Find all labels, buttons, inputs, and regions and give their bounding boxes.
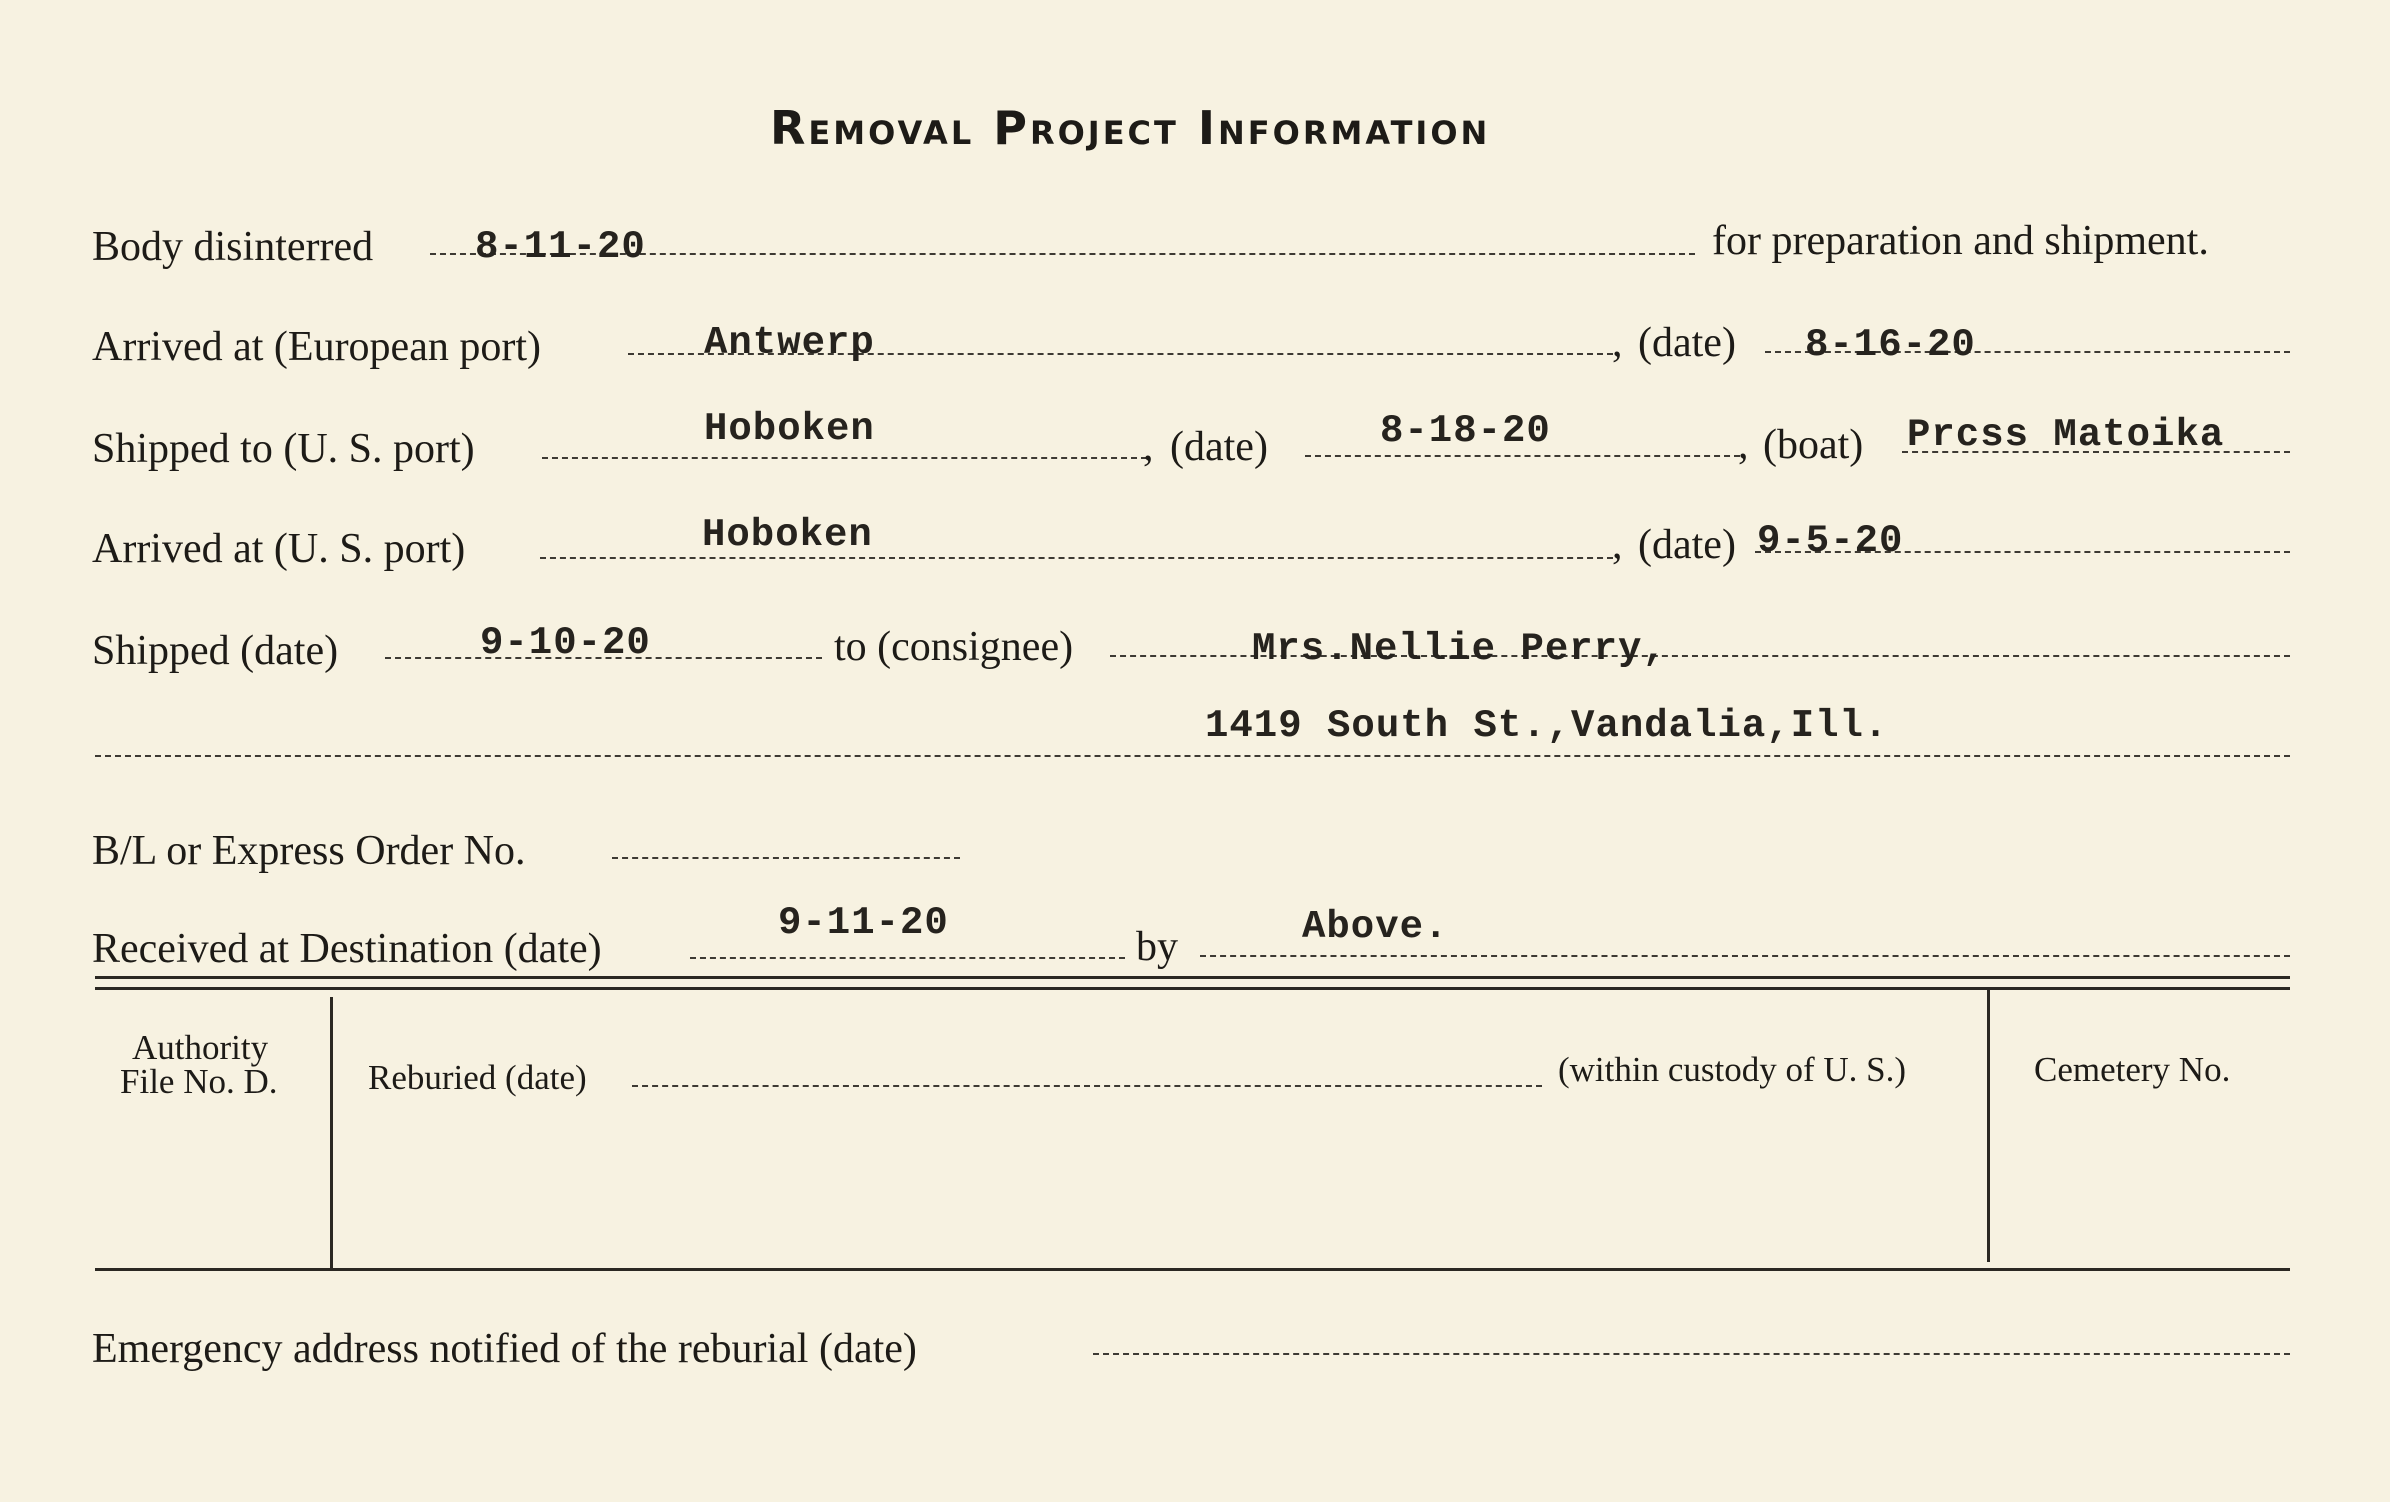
label-us-arrival-date: (date) [1638,522,1736,568]
value-shipped-date: 9-10-20 [480,621,651,665]
label-cemetery: Cemetery No. [2034,1050,2231,1089]
card-title: Removal Project Information [770,101,1491,155]
comma-1: , [1612,320,1623,366]
label-authority: Authority [132,1028,269,1067]
value-received-by: Above. [1302,905,1449,949]
value-european-date: 8-16-20 [1805,323,1976,367]
line-address [95,755,2290,757]
line-ship-date [1305,455,1740,457]
comma-3: , [1738,422,1749,468]
label-arrived-european: Arrived at (European port) [92,324,541,370]
label-european-date: (date) [1638,320,1736,366]
label-ship-date: (date) [1170,424,1268,470]
label-shipped-to-us: Shipped to (U. S. port) [92,426,475,472]
value-european-port: Antwerp [704,321,875,365]
value-boat-name: Prcss Matoika [1907,413,2225,457]
value-consignee-address: 1419 South St.,Vandalia,Ill. [1205,704,1889,748]
table-divider-2 [1987,990,1990,1262]
label-body-disinterred: Body disinterred [92,224,374,270]
label-custody: (within custody of U. S.) [1558,1050,1907,1089]
line-emergency [1093,1353,2290,1355]
value-consignee-name: Mrs.Nellie Perry, [1252,627,1667,671]
value-us-port-arrived: Hoboken [702,513,873,557]
table-bottom-rule [95,1268,2290,1271]
line-received-date [690,957,1125,959]
value-received-date: 9-11-20 [778,901,949,945]
value-us-ship-date: 8-18-20 [1380,409,1551,453]
label-reburied: Reburied (date) [368,1058,587,1097]
label-by: by [1136,924,1178,970]
label-for-preparation: for preparation and shipment. [1712,218,2209,264]
label-shipped-date: Shipped (date) [92,628,339,674]
line-reburied [632,1085,1542,1087]
table-top-rule-1 [95,976,2290,979]
comma-4: , [1612,522,1623,568]
value-us-port-shipped: Hoboken [704,407,875,451]
line-us-port-arrived [540,557,1613,559]
line-received-by [1200,955,2290,957]
label-bl-order: B/L or Express Order No. [92,828,526,874]
label-arrived-us: Arrived at (U. S. port) [92,526,466,572]
value-disinterred-date: 8-11-20 [475,225,646,269]
line-us-port-shipped [542,457,1147,459]
comma-2: , [1143,424,1154,470]
value-us-arrival-date: 9-5-20 [1757,519,1904,563]
table-top-rule-2 [95,987,2290,990]
table-divider-1 [330,997,333,1269]
label-file-no: File No. D. [120,1062,278,1101]
label-received: Received at Destination (date) [92,926,602,972]
label-boat: (boat) [1763,422,1864,468]
label-emergency: Emergency address notified of the reburial (date) [92,1326,917,1372]
line-bl-order [612,857,960,859]
label-to-consignee: to (consignee) [834,624,1074,670]
